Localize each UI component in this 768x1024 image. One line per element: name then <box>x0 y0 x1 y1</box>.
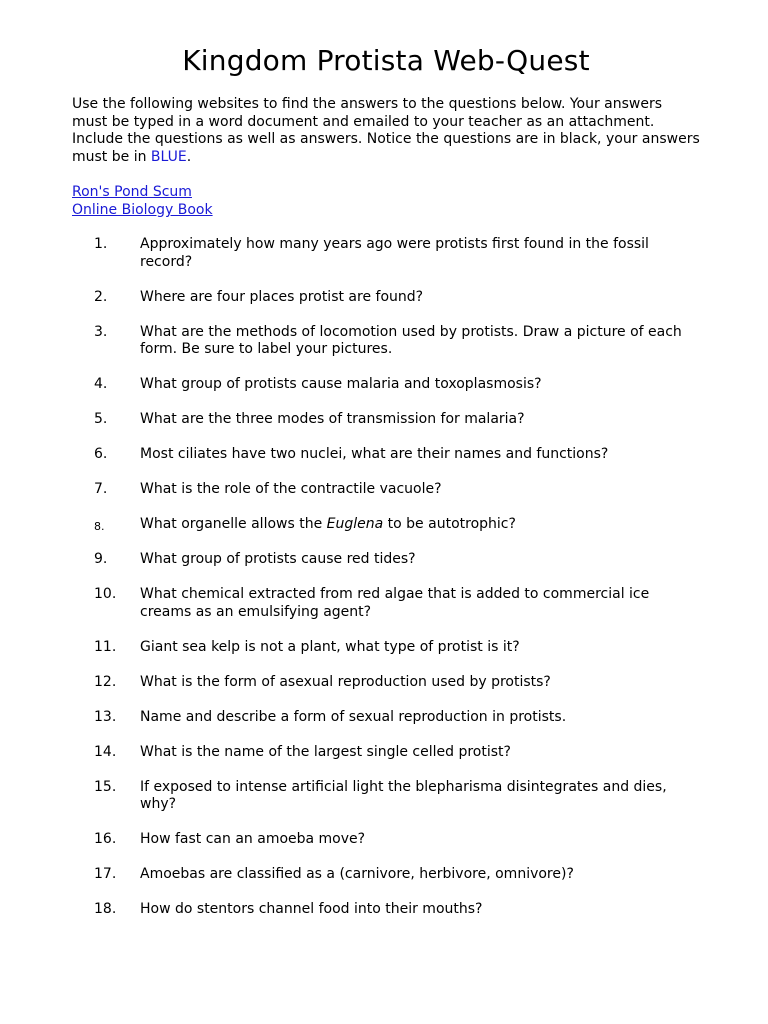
question-number: 13. <box>94 708 117 725</box>
question-item <box>72 674 700 692</box>
question-text: Name and describe a form of sexual reproduction in protists. <box>140 708 567 725</box>
question-text: Approximately how many years ago were protists first found in the fossil record? <box>140 236 649 270</box>
question-text: What are the methods of locomotion used by protists. Draw a picture of each form. Be sure to label your pictures. <box>140 323 682 357</box>
question-number: 15. <box>94 778 117 795</box>
question-item <box>72 831 700 849</box>
question-item <box>72 586 700 621</box>
question-number: 18. <box>94 901 117 917</box>
question-text: What group of protists cause malaria and toxoplasmosis? <box>140 376 542 392</box>
question-text: What group of protists cause red tides? <box>140 551 416 567</box>
question-item <box>72 289 700 307</box>
question-text: Giant sea kelp is not a plant, what type of protist is it? <box>140 638 520 655</box>
question-item <box>72 744 700 762</box>
question-item <box>72 901 700 919</box>
link-online-biology-book[interactable]: Online Biology Book <box>72 202 213 218</box>
question-number: 16. <box>94 831 117 847</box>
question-text: What are the three modes of transmission for malaria? <box>140 411 525 427</box>
question-number: 2. <box>94 288 108 305</box>
question-item <box>72 551 700 569</box>
question-item <box>72 516 700 534</box>
question-text <box>140 516 516 532</box>
question-item <box>72 709 700 727</box>
question-text-italic: Euglena <box>326 516 384 532</box>
question-item <box>72 324 700 359</box>
question-number: 9. <box>94 551 108 567</box>
question-number: 4. <box>94 376 108 392</box>
question-number: 7. <box>94 481 108 497</box>
question-number: 11. <box>94 638 117 655</box>
question-text: If exposed to intense artificial light the blepharisma disintegrates and dies, why? <box>140 778 667 812</box>
intro-blue-word: BLUE <box>150 148 187 165</box>
question-text: What is the form of asexual reproduction used by protists? <box>140 673 551 690</box>
question-item <box>72 446 700 464</box>
question-item <box>72 376 700 394</box>
intro-end: . <box>186 148 192 165</box>
question-list <box>72 236 700 919</box>
question-item <box>72 639 700 657</box>
question-item <box>72 866 700 884</box>
question-item <box>72 779 700 814</box>
intro-text: Use the following websites to find the answers to the questions below. Your answers must be typed in a word document and emailed to your teacher as an attachment. Include the questions as well as answers. Notice the questions are in black, your answers must be in <box>72 96 700 165</box>
question-item <box>72 411 700 429</box>
question-text: How fast can an amoeba move? <box>140 831 366 847</box>
question-text: Where are four places protist are found? <box>140 288 424 305</box>
question-number: 17. <box>94 866 117 882</box>
question-number: 10. <box>94 586 117 602</box>
website-links <box>72 183 700 219</box>
question-number: 5. <box>94 411 108 427</box>
page-title: Kingdom Protista Web-Quest <box>182 44 590 77</box>
link-rons-pond-scum[interactable]: Ron's Pond Scum <box>72 184 192 200</box>
question-number: 3. <box>94 323 108 340</box>
question-item <box>72 481 700 499</box>
question-number: 1. <box>94 236 108 252</box>
question-number: 8. <box>94 520 105 533</box>
question-text: What chemical extracted from red algae that is added to commercial ice creams as an emulsifying agent? <box>140 586 650 620</box>
question-text: What is the name of the largest single celled protist? <box>140 743 511 760</box>
question-item <box>72 236 700 271</box>
question-text: Amoebas are classified as a (carnivore, herbivore, omnivore)? <box>140 866 574 882</box>
question-text: What is the role of the contractile vacuole? <box>140 481 442 497</box>
question-number: 14. <box>94 743 117 760</box>
question-text-before: What organelle allows the <box>140 516 327 532</box>
question-number: 12. <box>94 673 117 690</box>
intro-paragraph <box>72 96 700 166</box>
question-text: Most ciliates have two nuclei, what are their names and functions? <box>140 446 609 462</box>
question-text: How do stentors channel food into their mouths? <box>140 901 483 917</box>
document-page <box>72 40 700 936</box>
question-number: 6. <box>94 446 108 462</box>
question-text-after: to be autotrophic? <box>383 516 516 532</box>
